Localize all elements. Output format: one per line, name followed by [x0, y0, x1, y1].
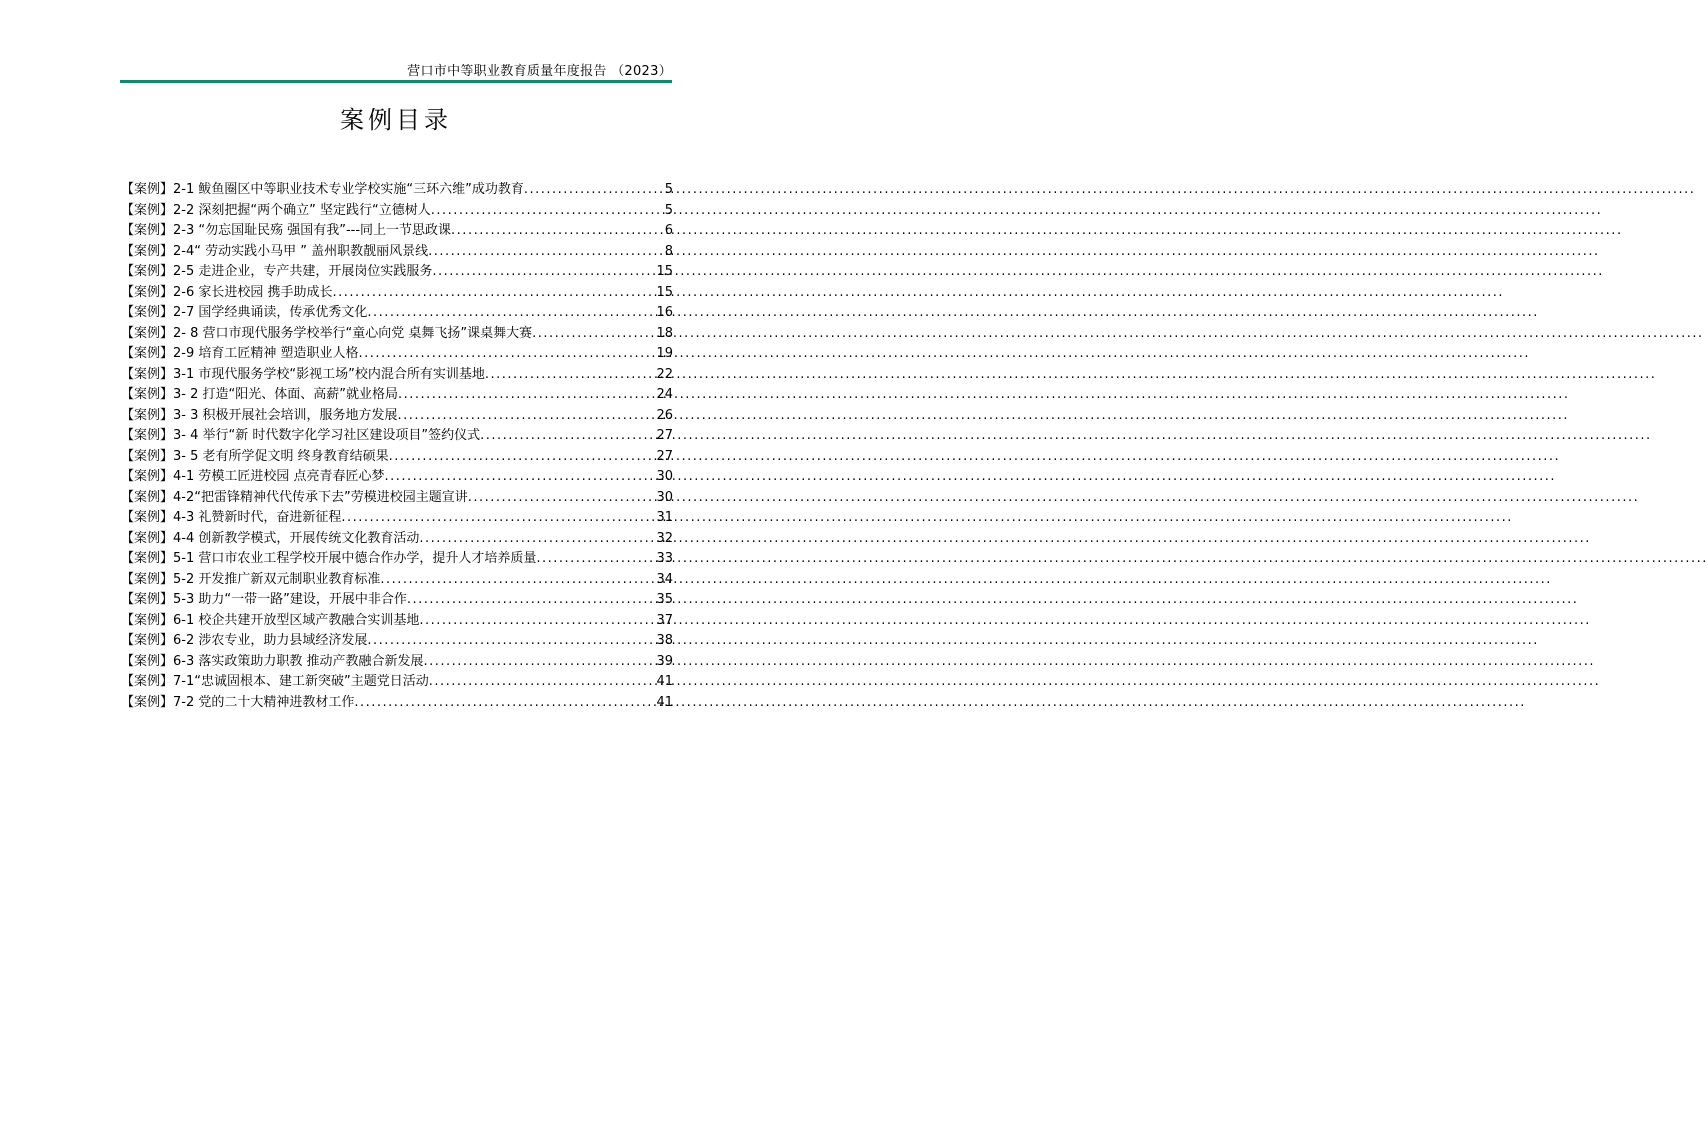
toc-leader-dots [424, 654, 655, 669]
toc-entry-page-number: 41 [656, 694, 673, 710]
toc-entry-page-number: 34 [656, 571, 673, 587]
toc-entry[interactable] [121, 465, 673, 486]
toc-leader-dots [398, 387, 654, 402]
table-of-contents [121, 178, 673, 711]
toc-leader-dots [485, 367, 655, 382]
toc-entry-label: 【案例】2-5 走进企业，专产共建，开展岗位实践服务 [121, 264, 433, 279]
header-divider [120, 80, 672, 83]
toc-entry-page-number: 30 [656, 469, 673, 484]
toc-entry-page-number: 27 [656, 448, 673, 464]
toc-entry[interactable] [121, 424, 673, 445]
toc-leader-dots [536, 551, 654, 566]
toc-entry-page-number: 15 [656, 284, 673, 300]
toc-leader-dots [480, 428, 654, 443]
toc-entry-page-number: 26 [656, 407, 673, 423]
toc-entry-label: 【案例】6-1 校企共建开放型区域产教融合实训基地 [121, 612, 420, 628]
toc-entry[interactable] [121, 609, 673, 630]
toc-entry[interactable] [121, 240, 673, 261]
toc-entry[interactable] [121, 383, 673, 404]
toc-leader-dots [468, 490, 655, 505]
report-header-title: 营口市中等职业教育质量年度报告 （2023） [407, 64, 672, 79]
toc-entry[interactable] [121, 691, 673, 712]
toc-entry-label: 【案例】5-1 营口市农业工程学校开展中德合作办学，提升人才培养质量 [121, 551, 537, 566]
toc-leader-dots [429, 674, 655, 689]
toc-entry-label: 【案例】4-2“把雷锋精神代代传承下去”劳模进校园主题宣讲 [121, 489, 468, 505]
toc-leader-dots [451, 223, 663, 238]
toc-leader-dots [367, 633, 654, 648]
toc-entry-page-number: 39 [656, 653, 673, 669]
toc-entry-page-number: 35 [656, 592, 673, 607]
toc-entry-label: 【案例】3- 2 打造“阳光、体面、高薪”就业格局 [121, 387, 398, 402]
toc-leader-dots [380, 572, 654, 587]
toc-entry-label: 【案例】6-2 涉农专业，助力县域经济发展 [121, 633, 368, 648]
toc-entry-label: 【案例】2- 8 营口市现代服务学校举行“童心向党 桌舞飞扬”课桌舞大赛 [121, 325, 533, 341]
toc-entry-page-number: 32 [656, 530, 673, 546]
toc-entry[interactable] [121, 650, 673, 671]
toc-leader-dots [385, 469, 655, 484]
toc-entry[interactable] [121, 301, 673, 322]
toc-entry-page-number: 37 [656, 612, 673, 628]
toc-entry-page-number: 8 [664, 243, 673, 259]
toc-entry[interactable] [121, 445, 673, 466]
page-title: 案例目录 [340, 106, 452, 134]
toc-entry-label: 【案例】2-7 国学经典诵读，传承优秀文化 [121, 305, 368, 320]
toc-entry-label: 【案例】4-3 礼赞新时代，奋进新征程 [121, 510, 342, 525]
toc-entry-page-number: 38 [656, 633, 673, 648]
toc-entry-page-number: 16 [656, 305, 673, 320]
toc-entry[interactable] [121, 260, 673, 281]
toc-leader-dots [419, 531, 654, 546]
toc-entry-label: 【案例】6-3 落实政策助力职教 推动产教融合新发展 [121, 653, 424, 669]
toc-entry-label: 【案例】2-2 深刻把握“两个确立” 坚定践行“立德树人 [121, 202, 431, 218]
toc-entry-page-number: 5 [664, 182, 673, 197]
toc-entry[interactable] [121, 670, 673, 691]
toc-entry-page-number: 18 [656, 325, 673, 341]
toc-leader-dots [419, 613, 654, 628]
toc-entry-page-number: 33 [656, 551, 673, 566]
toc-entry-page-number: 31 [656, 510, 673, 525]
toc-entry[interactable] [121, 219, 673, 240]
toc-leader-dots [532, 326, 654, 341]
toc-entry-page-number: 19 [656, 346, 673, 361]
toc-entry[interactable] [121, 281, 673, 302]
toc-entry-page-number: 6 [664, 223, 673, 238]
toc-entry-page-number: 5 [664, 202, 673, 218]
toc-entry-label: 【案例】3- 3 积极开展社会培训，服务地方发展 [121, 407, 398, 423]
toc-entry-label: 【案例】4-1 劳模工匠进校园 点亮青春匠心梦 [121, 469, 385, 484]
toc-entry[interactable] [121, 363, 673, 384]
toc-leader-dots [398, 408, 655, 423]
toc-leader-dots [407, 592, 655, 607]
toc-leader-dots [389, 449, 655, 464]
toc-entry[interactable] [121, 322, 673, 343]
toc-entry[interactable] [121, 527, 673, 548]
toc-entry[interactable] [121, 342, 673, 363]
toc-entry[interactable] [121, 486, 673, 507]
toc-entry[interactable] [121, 506, 673, 527]
toc-entry[interactable] [121, 178, 673, 199]
toc-leader-dots [341, 510, 654, 525]
toc-leader-dots [428, 244, 663, 259]
toc-entry[interactable] [121, 404, 673, 425]
toc-entry[interactable] [121, 568, 673, 589]
toc-leader-dots [367, 305, 654, 320]
toc-entry-label: 【案例】3- 5 老有所学促文明 终身教育结硕果 [121, 448, 389, 464]
toc-entry-page-number: 41 [656, 674, 673, 689]
toc-leader-dots [359, 346, 655, 361]
toc-entry-label: 【案例】2-6 家长进校园 携手助成长 [121, 284, 333, 300]
toc-entry-label: 【案例】3- 4 举行“新 时代数字化学习社区建设项目”签约仪式 [121, 428, 481, 443]
toc-entry-label: 【案例】4-4 创新教学模式，开展传统文化教育活动 [121, 530, 420, 546]
toc-entry-label: 【案例】3-1 市现代服务学校“影视工场”校内混合所有实训基地 [121, 366, 485, 382]
toc-entry-label: 【案例】2-4“ 劳动实践小马甲 ” 盖州职教靓丽风景线 [121, 243, 429, 259]
toc-entry-page-number: 30 [656, 489, 673, 505]
toc-leader-dots [524, 182, 663, 197]
toc-entry-label: 【案例】2-1 鲅鱼圈区中等职业技术专业学校实施“三环六维”成功教育 [121, 182, 524, 197]
toc-leader-dots [354, 695, 654, 710]
toc-leader-dots [333, 285, 655, 300]
toc-entry[interactable] [121, 629, 673, 650]
toc-entry-label: 【案例】2-3 “勿忘国耻民殇 强国有我”---同上一节思政课 [121, 223, 452, 238]
toc-entry-page-number: 22 [656, 366, 673, 382]
toc-entry-page-number: 27 [656, 428, 673, 443]
toc-entry-label: 【案例】2-9 培育工匠精神 塑造职业人格 [121, 346, 359, 361]
toc-entry-label: 【案例】5-3 助力“一带一路”建设，开展中非合作 [121, 592, 407, 607]
toc-entry-page-number: 15 [656, 264, 673, 279]
toc-entry[interactable] [121, 588, 673, 609]
toc-entry-page-number: 24 [656, 387, 673, 402]
toc-entry-label: 【案例】7-1“忠诚固根本、建工新突破”主题党日活动 [121, 674, 429, 689]
toc-entry-label: 【案例】5-2 开发推广新双元制职业教育标准 [121, 571, 381, 587]
toc-entry-label: 【案例】7-2 党的二十大精神进教材工作 [121, 694, 355, 710]
toc-leader-dots [431, 203, 663, 218]
toc-entry[interactable] [121, 199, 673, 220]
toc-leader-dots [432, 264, 654, 279]
toc-entry[interactable] [121, 547, 673, 568]
